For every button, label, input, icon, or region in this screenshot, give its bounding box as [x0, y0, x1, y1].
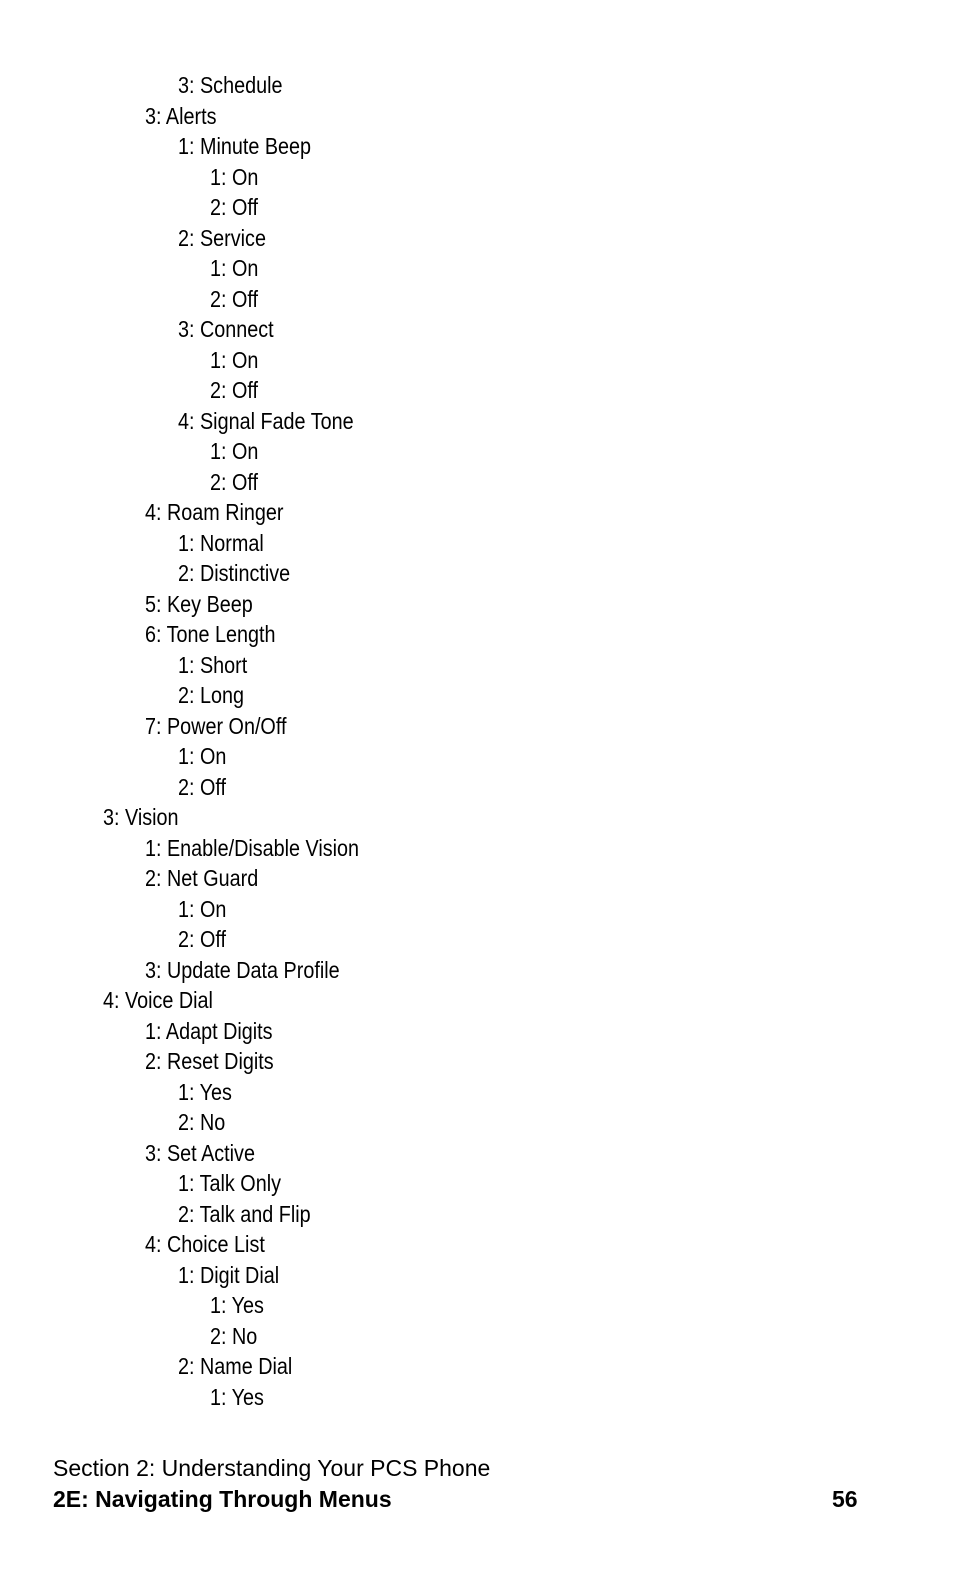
menu-item-label: 3: Alerts — [145, 102, 217, 129]
menu-item-label: 1: Adapt Digits — [145, 1017, 273, 1044]
menu-item-label: 2: Off — [210, 377, 259, 403]
menu-item-label: 2: Long — [178, 682, 245, 708]
menu-item — [0, 1107, 954, 1138]
menu-item-label: 1: Short — [178, 651, 248, 678]
menu-item — [0, 314, 954, 345]
menu-item-label: 2: Net Guard — [145, 865, 259, 891]
menu-item-label: 2: Off — [210, 285, 259, 312]
menu-item-label: 2: Distinctive — [178, 560, 291, 586]
menu-item-label: 1: Enable/Disable Vision — [145, 834, 360, 861]
menu-item — [0, 985, 954, 1016]
menu-item-label: 4: Choice List — [145, 1231, 265, 1257]
menu-item — [0, 1138, 954, 1169]
menu-item-label: 4: Signal Fade Tone — [178, 407, 354, 434]
menu-item-label: 2: Off — [178, 926, 227, 952]
menu-item — [0, 680, 954, 711]
menu-item-label: 1: Talk Only — [178, 1170, 281, 1196]
menu-item — [0, 101, 954, 132]
menu-item — [0, 741, 954, 772]
menu-item — [0, 406, 954, 437]
menu-item — [0, 436, 954, 467]
menu-item — [0, 1351, 954, 1382]
menu-item-label: 3: Connect — [178, 316, 274, 342]
menu-item-label: 2: Off — [210, 194, 259, 220]
menu-item-label: 2: Name Dial — [178, 1353, 293, 1379]
menu-item — [0, 772, 954, 803]
menu-item-label: 2: Off — [178, 773, 227, 800]
menu-item — [0, 650, 954, 681]
menu-item-label: 1: On — [210, 438, 259, 464]
menu-item-label: 2: Talk and Flip — [178, 1200, 311, 1227]
menu-item — [0, 589, 954, 620]
menu-item — [0, 192, 954, 223]
menu-item — [0, 253, 954, 284]
menu-item — [0, 1382, 954, 1413]
menu-item — [0, 375, 954, 406]
menu-item-label: 4: Voice Dial — [103, 987, 213, 1013]
menu-item — [0, 955, 954, 986]
menu-item-label: 1: Yes — [178, 1078, 232, 1105]
menu-item — [0, 528, 954, 559]
menu-item — [0, 1046, 954, 1077]
menu-item-label: 1: On — [210, 163, 259, 190]
menu-item-label: 3: Update Data Profile — [145, 956, 340, 983]
menu-item — [0, 833, 954, 864]
menu-item — [0, 162, 954, 193]
menu-item-label: 1: Digit Dial — [178, 1261, 280, 1288]
menu-item-label: 4: Roam Ringer — [145, 499, 284, 525]
menu-item-label: 1: On — [178, 743, 227, 769]
menu-item — [0, 1229, 954, 1260]
menu-item — [0, 1016, 954, 1047]
menu-item — [0, 223, 954, 254]
menu-item — [0, 497, 954, 528]
menu-item — [0, 863, 954, 894]
menu-item — [0, 284, 954, 315]
page-number: 56 — [832, 1486, 858, 1512]
menu-item-label: 2: Service — [178, 224, 266, 251]
menu-item-label: 1: On — [210, 255, 259, 281]
menu-item — [0, 131, 954, 162]
menu-item — [0, 619, 954, 650]
menu-item-label: 2: No — [178, 1109, 226, 1135]
menu-item-label: 5: Key Beep — [145, 590, 253, 617]
menu-item-label: 1: Yes — [210, 1383, 264, 1410]
menu-item — [0, 558, 954, 589]
menu-item — [0, 1168, 954, 1199]
menu-item — [0, 894, 954, 925]
menu-item-label: 2: Reset Digits — [145, 1048, 274, 1074]
menu-item — [0, 802, 954, 833]
menu-item — [0, 1077, 954, 1108]
footer-chapter-title: 2E: Navigating Through Menus — [53, 1486, 392, 1512]
menu-item-label: 1: Normal — [178, 529, 264, 556]
menu-item — [0, 1321, 954, 1352]
menu-item-label: 3: Set Active — [145, 1139, 255, 1166]
menu-item-label: 1: On — [210, 346, 259, 373]
menu-item — [0, 70, 954, 101]
menu-item — [0, 1199, 954, 1230]
menu-item — [0, 1260, 954, 1291]
menu-item-label: 3: Vision — [103, 804, 179, 830]
menu-item — [0, 711, 954, 742]
menu-item-label: 2: No — [210, 1322, 258, 1349]
menu-item-label: 1: On — [178, 895, 227, 922]
menu-item-label: 1: Yes — [210, 1292, 264, 1318]
menu-item — [0, 924, 954, 955]
menu-tree — [0, 70, 954, 1412]
menu-item-label: 6: Tone Length — [145, 621, 276, 647]
menu-item-label: 2: Off — [210, 468, 259, 495]
menu-item — [0, 467, 954, 498]
menu-item — [0, 345, 954, 376]
footer-section-title: Section 2: Understanding Your PCS Phone — [53, 1455, 491, 1481]
menu-item-label: 7: Power On/Off — [145, 712, 287, 739]
menu-item-label: 3: Schedule — [178, 72, 283, 98]
menu-item-label: 1: Minute Beep — [178, 133, 312, 159]
menu-item — [0, 1290, 954, 1321]
